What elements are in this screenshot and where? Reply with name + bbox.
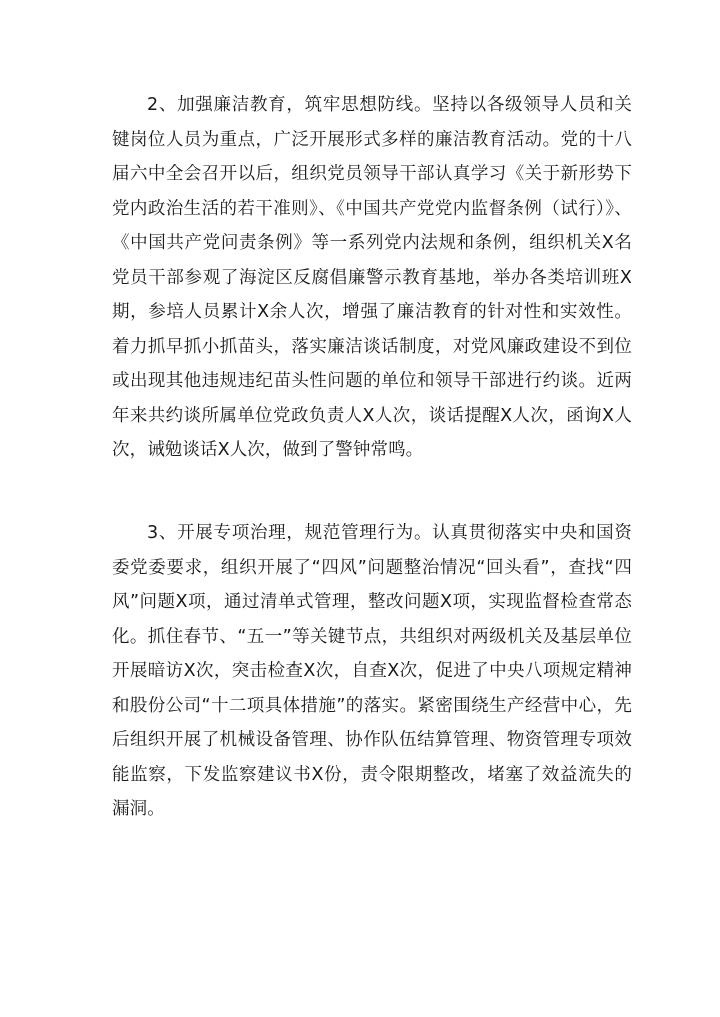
paragraph-education: 2、加强廉洁教育，筑牢思想防线。坚持以各级领导人员和关键岗位人员为重点，广泛开展形式多样的廉洁教育活动。党的十八届六中全会召开以后，组织党员领导干部认真学习《关于新形势下党内政治生活的若干准则》、《中国共产党党内监督条例（试行）》、《中国共产党问责条例》等一系列党内法规和条例，组织机关X名党员干部参观了海淀区反腐倡廉警示教育基地，举办各类培训班X期，参培人员累计X余人次，增强了廉洁教育的针对性和实效性。着力抓早抓小抓苗头，落实廉洁谈话制度，对党风廉政建设不到位或出现其他违规违纪苗头性问题的单位和领导干部进行约谈。近两年来共约谈所属单位党政负责人X人次，谈话提醒X人次，函询X人次，诫勉谈话X人次，做到了警钟常鸣。 [112,95,632,460]
paragraph-governance: 3、开展专项治理，规范管理行为。认真贯彻落实中央和国资委党委要求，组织开展了“四风”问题整治情况“回头看”，查找“四风”问题X项，通过清单式管理，整改问题X项，实现监督检查常态化。抓住春节、“五一”等关键节点，共组织对两级机关及基层单位开展暗访X次，突击检查X次，自查X次，促进了中央八项规定精神和股份公司“十二项具体措施”的落实。紧密围绕生产经营中心，先后组织开展了机械设备管理、协作队伍结算管理、物资管理专项效能监察，下发监察建议书X份，责令限期整改，堵塞了效益流失的漏洞。 [112,523,632,819]
